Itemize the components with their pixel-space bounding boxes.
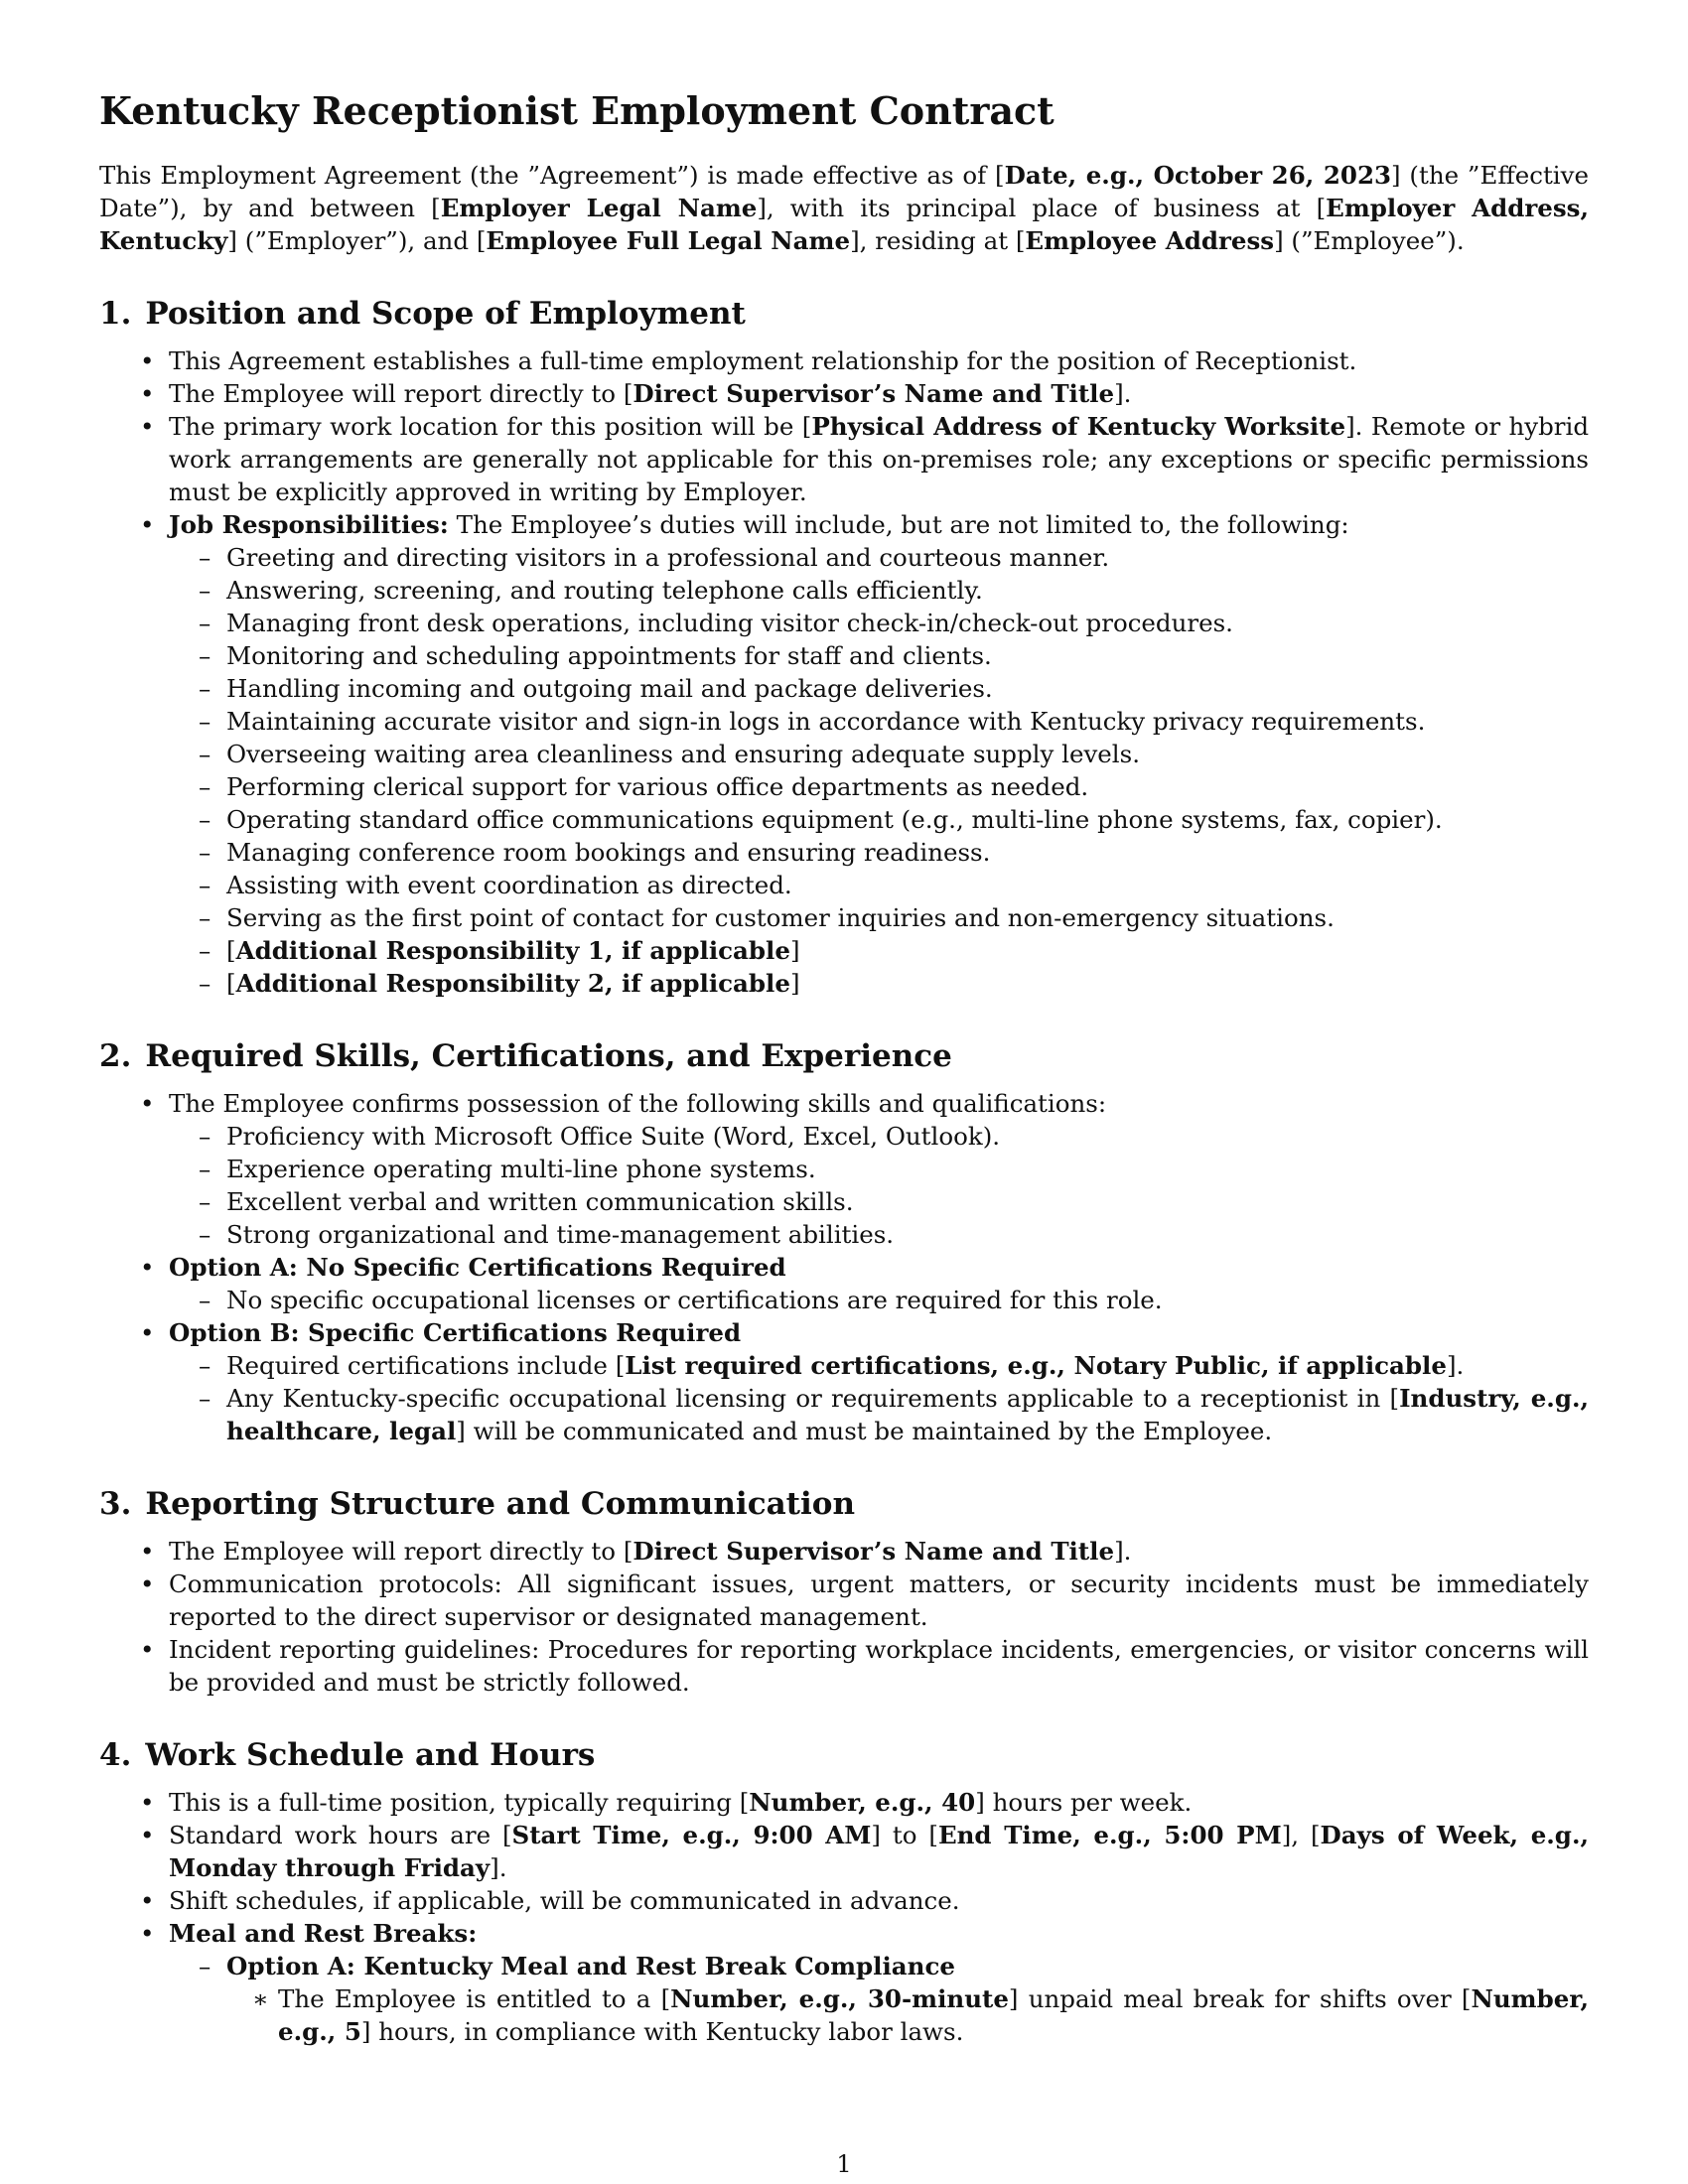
list-item: • The Employee confirms possession of the following skills and qualifications: – Proficiency with Microsoft Office Suite (Word, Excel, Outlook). – Experience operating multi-line phone systems. – Excellent verbal and written communication skills. – Strong organizational and time-management abilities. xyxy=(99,1087,1589,1251)
intro-paragraph: This Employment Agreement (the ”Agreement”) is made effective as of [Date, e.g., October 26, 2023] (the ”Effective Date”), by and between [Employer Legal Name], with its principal place of business at [Employer Address, Kentucky] (”Employer”), and [Employee Full Legal Name], residing at [Employee Address] (”Employee”). xyxy=(99,161,1589,255)
document-title: Kentucky Receptionist Employment Contract xyxy=(99,88,1055,133)
list-item: • Communication protocols: All significant issues, urgent matters, or security incidents must be immediately reported to the direct supervisor or designated management. xyxy=(99,1568,1589,1633)
employer-address-placeholder: Employer Address, Kentucky xyxy=(99,194,1589,255)
intro-text: This Employment Agreement (the ”Agreement”) is made effective as of xyxy=(99,161,996,190)
section-1-list xyxy=(99,344,1589,1000)
list-item: • Incident reporting guidelines: Procedures for reporting workplace incidents, emergencies, or visitor concerns will be provided and must be strictly followed. xyxy=(99,1633,1589,1699)
duty-item: – Performing clerical support for various office departments as needed. xyxy=(165,770,1589,803)
duty-item: – Operating standard office communications equipment (e.g., multi-line phone systems, fax, copier). xyxy=(165,803,1589,836)
duty-item: – Handling incoming and outgoing mail and package deliveries. xyxy=(165,672,1589,705)
list-item: • The Employee will report directly to [Direct Supervisor’s Name and Title]. xyxy=(99,377,1589,410)
section-1-heading: 1. Position and Scope of Employment xyxy=(99,296,746,332)
list-item: • Standard work hours are [Start Time, e.g., 9:00 AM] to [End Time, e.g., 5:00 PM], [Days of Week, e.g., Monday through Friday]. xyxy=(99,1819,1589,1884)
option-a-label: Option A: No Specific Certifications Required xyxy=(169,1253,786,1282)
list-item: • The primary work location for this position will be [Physical Address of Kentucky Worksite]. Remote or hybrid work arrangements are generally not applicable for this on-premises role; any exceptions or specific permissions must be explicitly approved in writing by Employer. xyxy=(99,410,1589,508)
duty-item: – Serving as the first point of contact for customer inquiries and non-emergency situations. xyxy=(165,901,1589,934)
page-number: 1 xyxy=(836,2150,852,2178)
option-b-label: Option B: Specific Certifications Required xyxy=(169,1318,742,1347)
supervisor-placeholder: Direct Supervisor’s Name and Title xyxy=(633,379,1115,408)
section-4-list xyxy=(99,1786,1589,2048)
option-a-label: Option A: Kentucky Meal and Rest Break Compliance xyxy=(226,1952,955,1980)
duty-item: – Monitoring and scheduling appointments for staff and clients. xyxy=(165,639,1589,672)
shift-length-placeholder: Number, e.g., 5 xyxy=(278,1984,1589,2046)
intro-text: (the ”Effective Date”), by and between xyxy=(99,161,1589,222)
duties-list xyxy=(167,541,1589,1000)
list-item: • Shift schedules, if applicable, will be communicated in advance. xyxy=(99,1884,1589,1917)
employer-name-placeholder: Employer Legal Name xyxy=(440,194,758,222)
list-item xyxy=(99,1316,1589,1447)
supervisor-placeholder: Direct Supervisor’s Name and Title xyxy=(633,1537,1115,1566)
duty-item: – Maintaining accurate visitor and sign-in logs in accordance with Kentucky privacy requirements. xyxy=(165,705,1589,738)
list-item: • This Agreement establishes a full-time employment relationship for the position of Receptionist. xyxy=(99,344,1589,377)
end-time-placeholder: End Time, e.g., 5:00 PM xyxy=(937,1821,1282,1849)
skill-item: – Proficiency with Microsoft Office Suite (Word, Excel, Outlook). xyxy=(165,1120,1589,1153)
days-placeholder: Days of Week, e.g., Monday through Friday xyxy=(169,1821,1589,1882)
start-time-placeholder: Start Time, e.g., 9:00 AM xyxy=(511,1821,872,1849)
employee-name-placeholder: Employee Full Legal Name xyxy=(486,226,851,255)
intro-text: , with its principal place of business at xyxy=(766,194,1317,222)
duty-item: – [Additional Responsibility 1, if applicable] xyxy=(165,934,1589,967)
industry-placeholder: Industry, e.g., healthcare, legal xyxy=(226,1384,1590,1445)
effective-date-placeholder: Date, e.g., October 26, 2023 xyxy=(1004,161,1392,190)
duty-item: – Answering, screening, and routing telephone calls efficiently. xyxy=(165,574,1589,607)
skill-item: – Strong organizational and time-management abilities. xyxy=(165,1218,1589,1251)
duty-item: – [Additional Responsibility 2, if applicable] xyxy=(165,967,1589,1000)
list-item: • Job Responsibilities: The Employee’s duties will include, but are not limited to, the following: – Greeting and directing visitors in a professional and courteous manner. – Answering, screening, and routing telephone calls efficiently. – Managing front desk operations, including visitor check-in/check-out procedures. – Monitoring and scheduling appointments for staff and clients. – Handling incoming and outgoing mail and package deliveries. – Maintaining accurate visitor and sign-in logs in accordance with Kentucky privacy requirements. – Overseeing waiting area cleanliness and ensuring adequate supply levels. – Performing clerical support for various office departments as needed. – Operating standard office communications equipment (e.g., multi-line phone systems, fax, copier). – Managing conference room bookings and ensuring readiness. – Assisting with event coordination as directed. – Serving as the first point of contact for customer inquiries and non-emergency situations. – [Additional Responsibility 1, if applicable] – [Additional Responsibility 2, if applicable] xyxy=(99,508,1589,1000)
employee-address-placeholder: Employee Address xyxy=(1025,226,1275,255)
duty-item: – Overseeing waiting area cleanliness and ensuring adequate supply levels. xyxy=(165,738,1589,770)
job-responsibilities-label: Job Responsibilities: xyxy=(169,510,449,539)
certifications-placeholder: List required certifications, e.g., Notary Public, if applicable xyxy=(625,1351,1447,1380)
skill-item: – Excellent verbal and written communication skills. xyxy=(165,1185,1589,1218)
duty-item: – Managing front desk operations, including visitor check-in/check-out procedures. xyxy=(165,607,1589,639)
intro-text: (”Employee”). xyxy=(1283,226,1465,255)
skill-item: – Experience operating multi-line phone systems. xyxy=(165,1153,1589,1185)
option-item: – Any Kentucky-specific occupational licensing or requirements applicable to a receptionist in [Industry, e.g., healthcare, legal] will be communicated and must be maintained by the Employee. xyxy=(165,1382,1589,1447)
additional-responsibility-placeholder: Additional Responsibility 1, if applicable xyxy=(235,936,790,965)
sub-item: ∗ The Employee is entitled to a [Number, e.g., 30-minute] unpaid meal break for shifts over [Number, e.g., 5] hours, in compliance with Kentucky labor laws. xyxy=(226,1982,1589,2048)
section-4-heading: 4. Work Schedule and Hours xyxy=(99,1737,596,1773)
document-body xyxy=(99,89,1589,2048)
list-item: • This is a full-time position, typically requiring [Number, e.g., 40] hours per week. xyxy=(99,1786,1589,1819)
duty-item: – Greeting and directing visitors in a professional and courteous manner. xyxy=(165,541,1589,574)
option-item: – No specific occupational licenses or certifications are required for this role. xyxy=(165,1284,1589,1316)
section-2-heading: 2. Required Skills, Certifications, and Experience xyxy=(99,1038,952,1074)
section-3-heading: 3. Reporting Structure and Communication xyxy=(99,1486,855,1522)
list-item xyxy=(99,1251,1589,1316)
intro-text: , residing at xyxy=(859,226,1016,255)
duty-item: – Assisting with event coordination as directed. xyxy=(165,869,1589,901)
intro-text: (”Employer”), and xyxy=(236,226,477,255)
worksite-placeholder: Physical Address of Kentucky Worksite xyxy=(811,412,1346,441)
option-item: – Required certifications include [List required certifications, e.g., Notary Public, if applicable]. xyxy=(165,1349,1589,1382)
list-item: • The Employee will report directly to [Direct Supervisor’s Name and Title]. xyxy=(99,1535,1589,1568)
duty-item: – Managing conference room bookings and ensuring readiness. xyxy=(165,836,1589,869)
hours-placeholder: Number, e.g., 40 xyxy=(749,1788,976,1817)
meal-break-placeholder: Number, e.g., 30-minute xyxy=(670,1984,1009,2013)
section-3-list xyxy=(99,1535,1589,1699)
skills-list xyxy=(167,1120,1589,1251)
section-2-list xyxy=(99,1087,1589,1447)
list-item xyxy=(99,1917,1589,2048)
option-item xyxy=(165,1950,1589,2048)
meal-breaks-label: Meal and Rest Breaks: xyxy=(169,1919,478,1948)
additional-responsibility-placeholder: Additional Responsibility 2, if applicable xyxy=(235,969,790,998)
